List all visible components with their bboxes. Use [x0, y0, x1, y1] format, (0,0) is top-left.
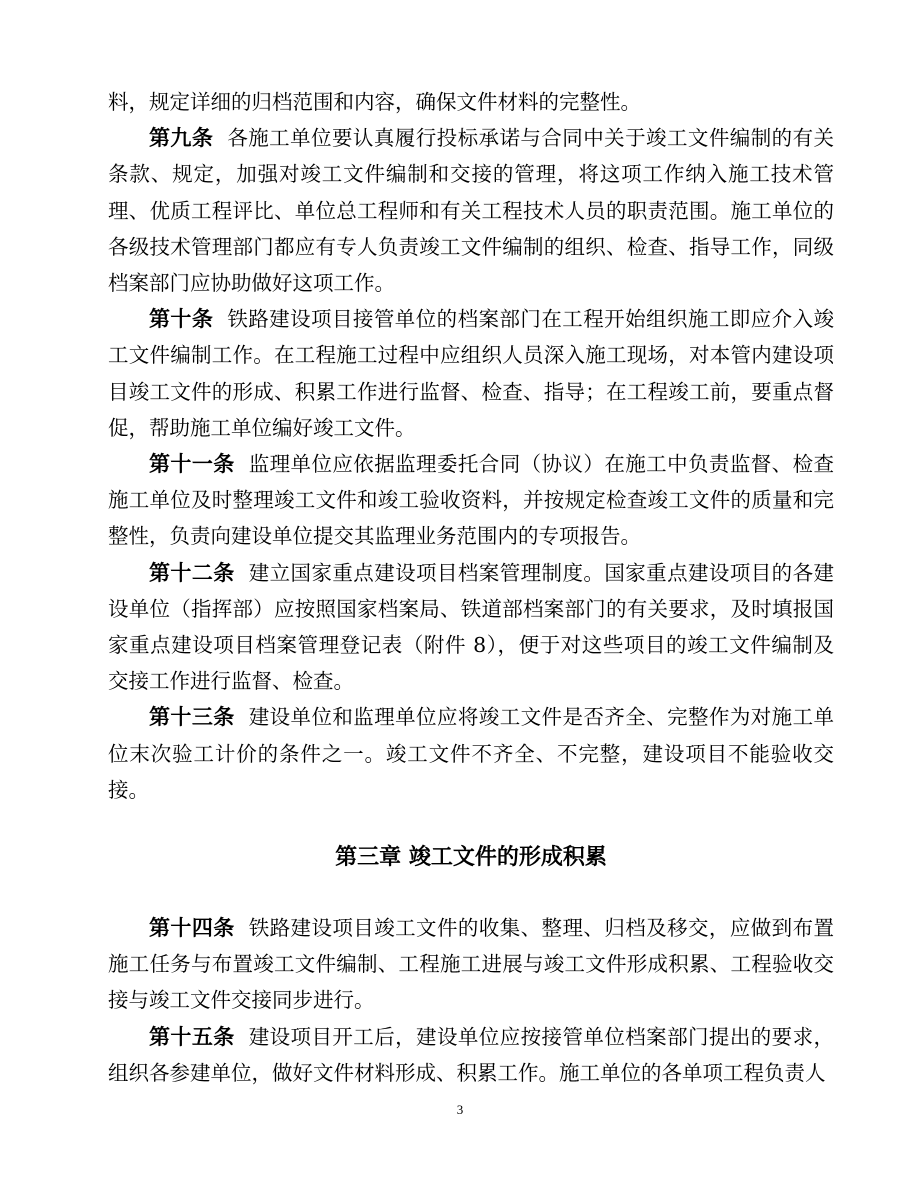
- article-text: 铁路建设项目接管单位的档案部门在工程开始组织施工即应介入竣工文件编制工作。在工程施工过程中应组织人员深入施工现场，对本管内建设项目竣工文件的形成、积累工作进行监督、检查、指导；在工程竣工前，要重点督促，帮助施工单位编好竣工文件。: [108, 307, 835, 440]
- article-label: 第十一条: [149, 452, 235, 477]
- article-text: 各施工单位要认真履行投标承诺与合同中关于竣工文件编制的有关条款、规定，加强对竣工文件编制和交接的管理，将这项工作纳入施工技术管理、优质工程评比、单位总工程师和有关工程技术人员的职责范围。施工单位的各级技术管理部门都应有专人负责竣工文件编制的组织、检查、指导工作，同级档案部门应协助做好这项工作。: [108, 126, 835, 296]
- continuation-paragraph: 料，规定详细的归档范围和内容，确保文件材料的完整性。: [108, 90, 641, 114]
- article-11: [108, 446, 834, 555]
- article-label: 第十条: [149, 307, 214, 332]
- article-text: 建设单位和监理单位应将竣工文件是否齐全、完整作为对施工单位末次验工计价的条件之一。竣工文件不齐全、不完整，建设项目不能验收交接。: [108, 705, 835, 802]
- document-body: [108, 84, 834, 1091]
- page-number: 3: [456, 1102, 464, 1117]
- article-text: 监理单位应依据监理委托合同（协议）在施工中负责监督、检查施工单位及时整理竣工文件和竣工验收资料，并按规定检查竣工文件的质量和完整性，负责向建设单位提交其监理业务范围内的专项报告。: [108, 452, 835, 549]
- article-label: 第十三条: [149, 705, 235, 730]
- article-label: 第九条: [149, 126, 214, 151]
- article-text: 建立国家重点建设项目档案管理制度。国家重点建设项目的各建设单位（指挥部）应按照国家档案局、铁道部档案部门的有关要求，及时填报国家重点建设项目档案管理登记表（附件 8），便于对这些项目的竣工文件编制及交接工作进行监督、检查。: [108, 560, 835, 694]
- article-14: [108, 910, 834, 1019]
- article-13: [108, 699, 834, 808]
- article-text: 建设项目开工后，建设单位应按接管单位档案部门提出的要求，组织各参建单位，做好文件材料形成、积累工作。施工单位的各单项工程负责人: [108, 1024, 835, 1085]
- article-10: [108, 301, 834, 446]
- article-15: [108, 1019, 834, 1091]
- article-text: 铁路建设项目竣工文件的收集、整理、归档及移交，应做到布置施工任务与布置竣工文件编制、工程施工进展与竣工文件形成积累、工程验收交接与竣工文件交接同步进行。: [108, 916, 835, 1013]
- article-label: 第十二条: [149, 560, 235, 585]
- article-9: [108, 120, 834, 301]
- article-label: 第十五条: [149, 1024, 235, 1049]
- article-label: 第十四条: [149, 916, 235, 941]
- chapter-title: 第三章 竣工文件的形成积累: [335, 845, 607, 871]
- article-12: [108, 555, 834, 700]
